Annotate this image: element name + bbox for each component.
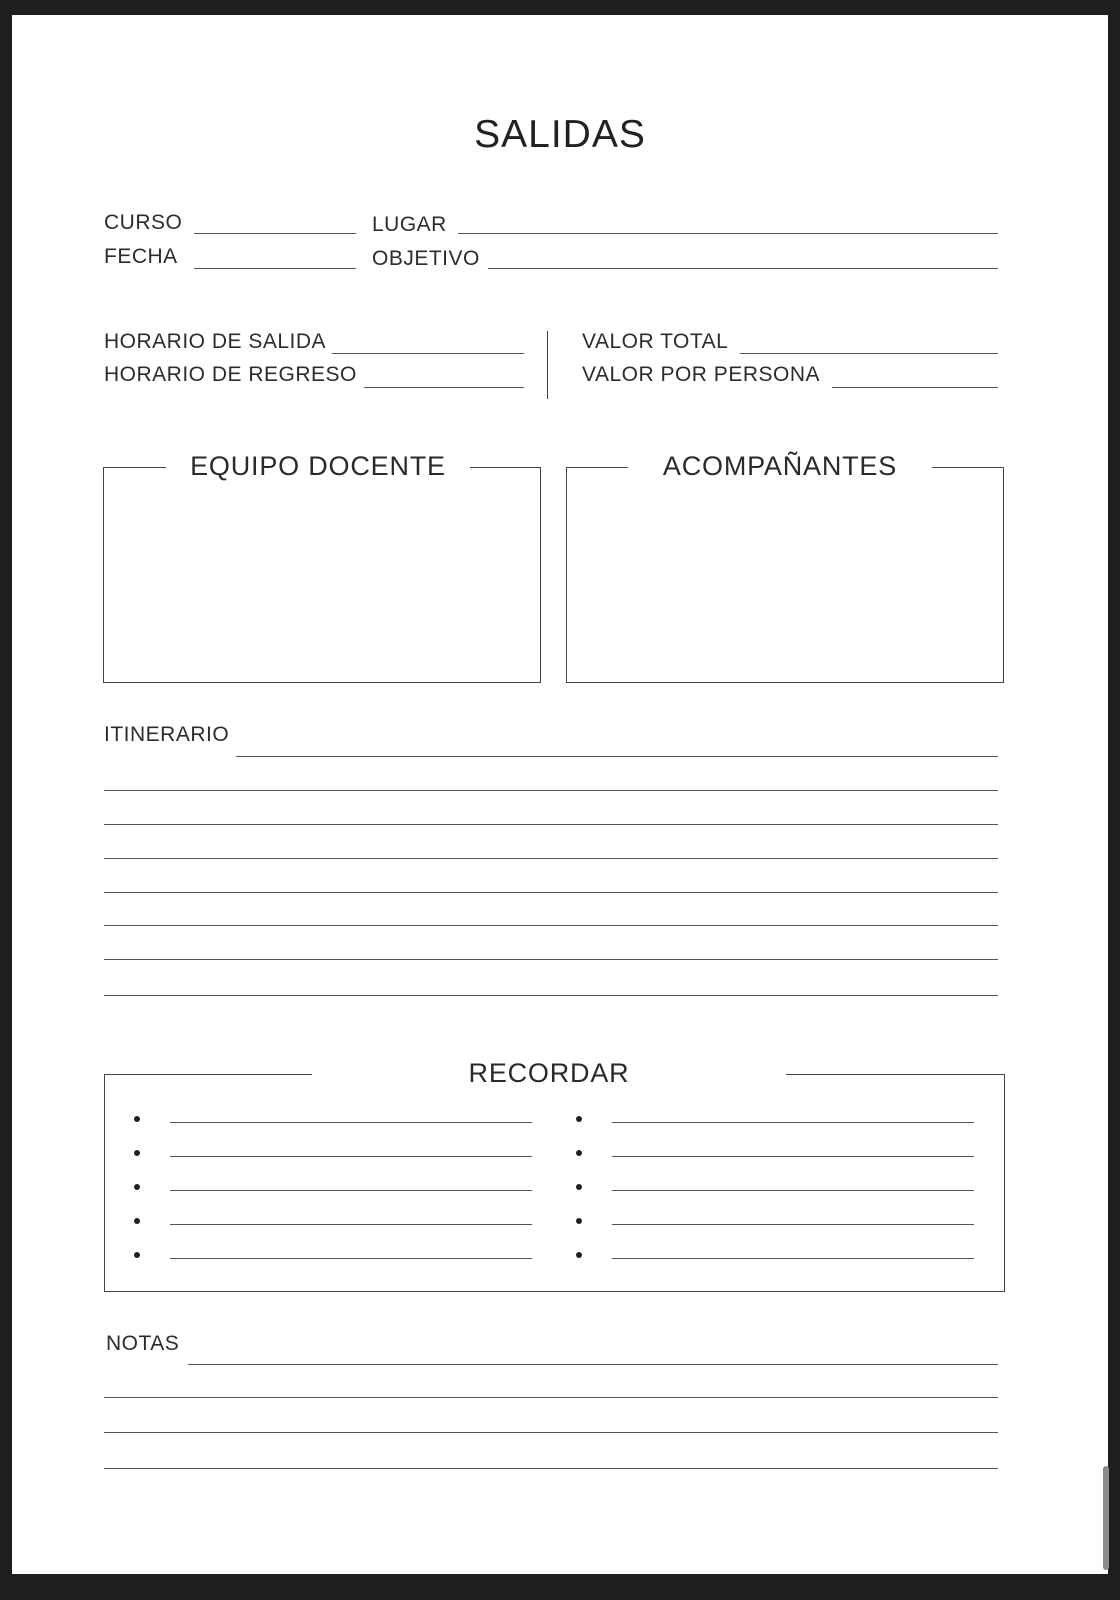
notas-line-2[interactable] [104, 1397, 998, 1398]
recordar-box [104, 1074, 1005, 1292]
scrollbar-thumb[interactable] [1103, 1466, 1109, 1570]
recordar-line-right-5[interactable] [612, 1258, 974, 1259]
valor-total-label: VALOR TOTAL [582, 330, 729, 353]
notas-line-3[interactable] [104, 1432, 998, 1433]
valor-total-line[interactable] [740, 353, 998, 354]
notas-line-1[interactable] [188, 1364, 998, 1365]
recordar-bullet [576, 1150, 582, 1156]
recordar-line-left-5[interactable] [170, 1258, 532, 1259]
valor-persona-line[interactable] [832, 387, 998, 388]
fecha-label: FECHA [104, 245, 178, 268]
notas-line-4[interactable] [104, 1468, 998, 1469]
recordar-bullet [576, 1116, 582, 1122]
horario-regreso-line[interactable] [364, 387, 524, 388]
valor-persona-label: VALOR POR PERSONA [582, 363, 821, 386]
recordar-bullet [134, 1150, 140, 1156]
recordar-bullet [134, 1252, 140, 1258]
recordar-bullet [134, 1218, 140, 1224]
lugar-label: LUGAR [372, 213, 447, 236]
acompanantes-box[interactable] [566, 467, 1004, 683]
itinerario-line-8[interactable] [104, 995, 998, 996]
itinerario-line-1[interactable] [236, 756, 998, 757]
horario-salida-line[interactable] [332, 353, 524, 354]
recordar-line-left-1[interactable] [170, 1122, 532, 1123]
lugar-line[interactable] [458, 233, 998, 234]
recordar-bullet [576, 1218, 582, 1224]
form-page [12, 15, 1108, 1574]
recordar-bullet [576, 1184, 582, 1190]
recordar-line-right-1[interactable] [612, 1122, 974, 1123]
itinerario-line-5[interactable] [104, 892, 998, 893]
curso-label: CURSO [104, 211, 183, 234]
objetivo-label: OBJETIVO [372, 247, 480, 270]
recordar-bullet [576, 1252, 582, 1258]
recordar-line-right-2[interactable] [612, 1156, 974, 1157]
recordar-title: RECORDAR [312, 1053, 786, 1093]
itinerario-label: ITINERARIO [104, 723, 230, 746]
recordar-line-left-3[interactable] [170, 1190, 532, 1191]
horario-salida-label: HORARIO DE SALIDA [104, 330, 327, 353]
equipo-docente-title: EQUIPO DOCENTE [166, 447, 470, 485]
recordar-line-left-2[interactable] [170, 1156, 532, 1157]
itinerario-line-4[interactable] [104, 858, 998, 859]
recordar-line-left-4[interactable] [170, 1224, 532, 1225]
fecha-line[interactable] [194, 268, 356, 269]
page-title: SALIDAS [474, 113, 646, 156]
itinerario-line-2[interactable] [104, 790, 998, 791]
divider-vertical [547, 331, 548, 399]
equipo-docente-box[interactable] [103, 467, 541, 683]
itinerario-line-7[interactable] [104, 959, 998, 960]
recordar-line-right-3[interactable] [612, 1190, 974, 1191]
curso-line[interactable] [194, 233, 356, 234]
recordar-bullet [134, 1116, 140, 1122]
itinerario-line-3[interactable] [104, 824, 998, 825]
horario-regreso-label: HORARIO DE REGRESO [104, 363, 357, 386]
notas-label: NOTAS [106, 1332, 180, 1355]
recordar-bullet [134, 1184, 140, 1190]
acompanantes-title: ACOMPAÑANTES [628, 447, 932, 485]
recordar-line-right-4[interactable] [612, 1224, 974, 1225]
objetivo-line[interactable] [488, 268, 998, 269]
itinerario-line-6[interactable] [104, 925, 998, 926]
